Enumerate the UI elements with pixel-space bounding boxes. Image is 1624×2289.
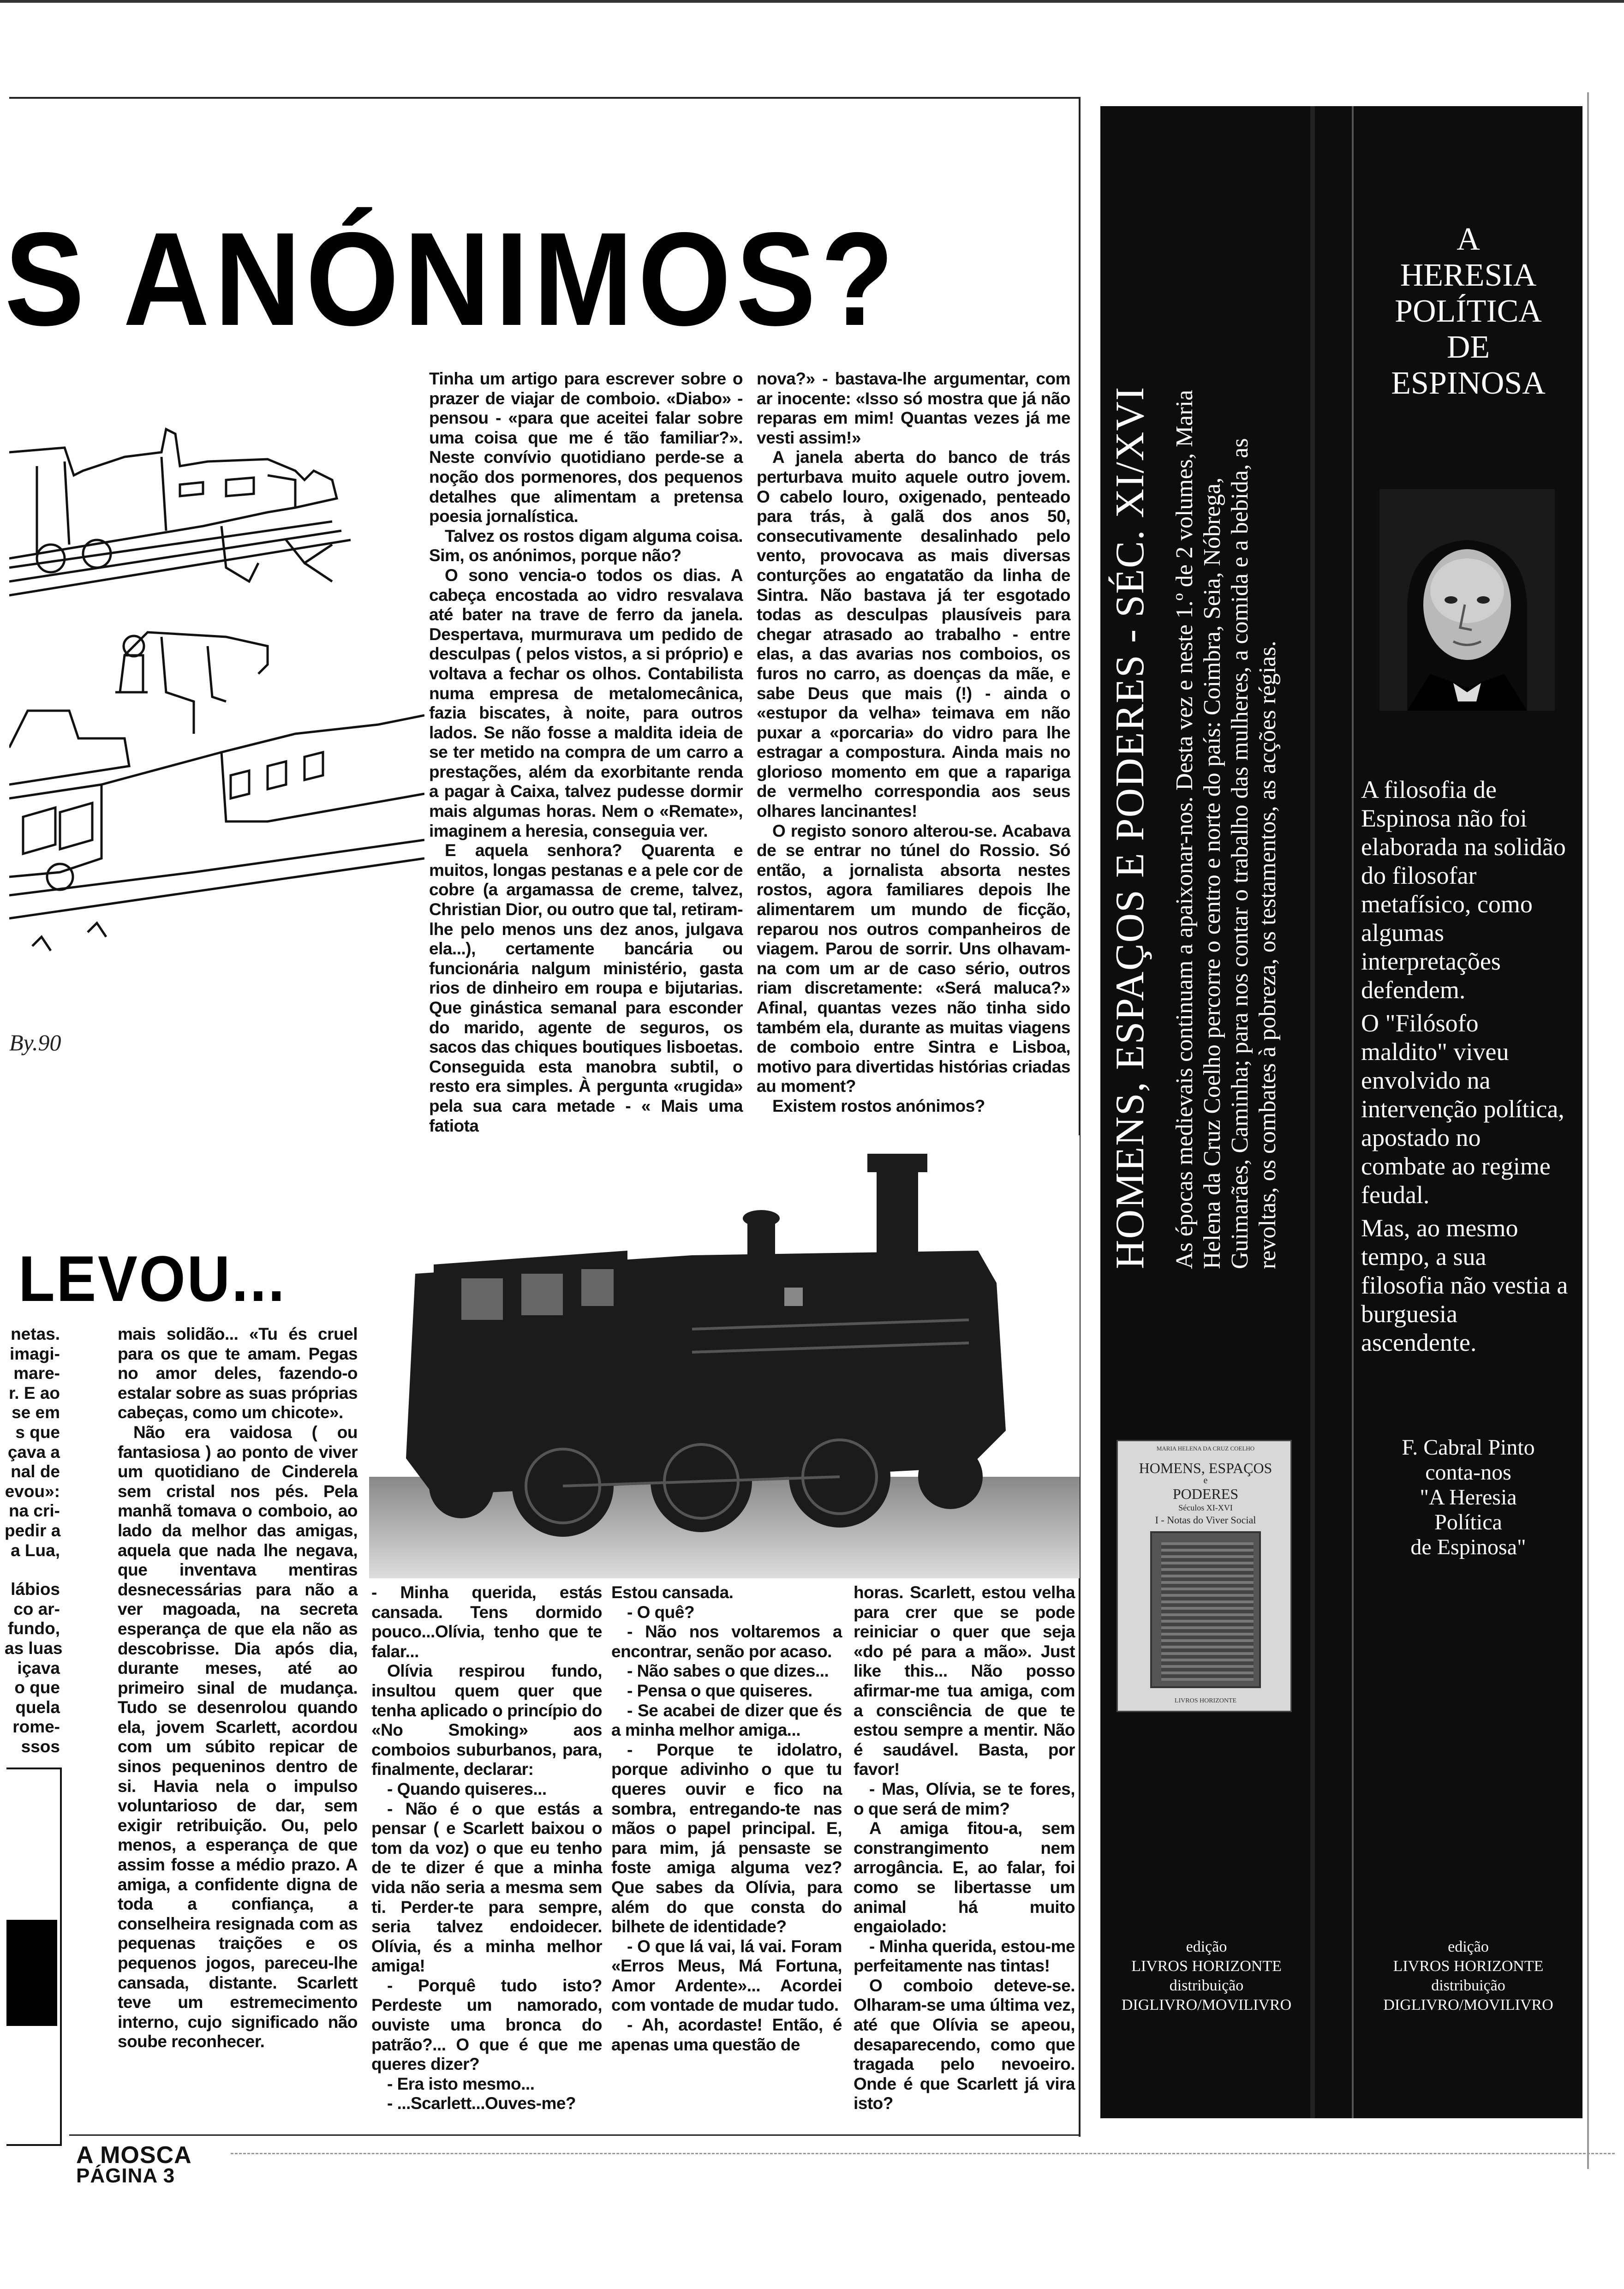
snippet: netas. bbox=[11, 1324, 60, 1343]
ad1-line-4: revoltas, os combates à pobreza, os testamentos, as acções régias. bbox=[1254, 641, 1281, 1269]
paragraph: - Quando quiseres... bbox=[387, 1779, 547, 1798]
article2-left-cutoff-column bbox=[5, 1324, 63, 1756]
paragraph: A amiga fitou-a, sem constrangimento nem arrogância. E, ao falar, foi como se libertasse um animal há muito engaiolado: bbox=[854, 1819, 1075, 1936]
paragraph: O registo sonoro alterou-se. Acabava de se entrar no túnel do Rossio. Só então, a jornalista absorta nestes rostos, agora familiares depois lhe alimentarem um mundo de ficção, reparou nos outros companheiros de viagem. Parou de sorrir. Uns olhavam-na com um ar de caso sério, outros riam discretamente: «Será maluca?» Afinal, quantas vezes não tinha sido também ela, durante as muitas viagens de comboio entre Sintra e Lisboa, motivo para divertidas histórias criadas au moment? bbox=[757, 821, 1070, 1096]
paragraph: - Era isto mesmo... bbox=[387, 2074, 535, 2093]
ad1-line-2: Helena da Cruz Coelho percorre o centro e norte do país: Coimbra, Seia, Nóbrega, bbox=[1199, 477, 1225, 1269]
paragraph: - Não é o que estás a pensar ( e Scarlett baixou o tom da voz) o que eu tenho de te dizer é que a minha vida não seria a mesma sem ti. Perder-te para sempre, seria talvez endoidecer. Olívia, és a minha melhor amiga! bbox=[371, 1799, 602, 1976]
ad2-body-paragraph: O "Filósofo maldito" viveu envolvido na intervenção política, apostado no combate ao regime feudal. bbox=[1361, 1009, 1564, 1209]
scan-right-edge bbox=[1587, 92, 1589, 2169]
footer-dashed-rule bbox=[231, 2153, 1615, 2154]
ad2-title-line: A bbox=[1457, 222, 1480, 257]
ad1-title: HOMENS, ESPAÇOS E PODERES - SÉC. XI/XVI bbox=[1108, 386, 1152, 1269]
paragraph: Talvez os rostos digam alguma coisa. Sim, os anónimos, porque não? bbox=[429, 526, 743, 565]
ad1-distributor: DIGLIVRO/MOVILIVRO bbox=[1121, 1996, 1292, 2013]
book-subtitle: Séculos XI-XVI bbox=[1178, 1503, 1233, 1512]
snippet: çava a bbox=[7, 1442, 60, 1462]
ad2-edition-label: edição bbox=[1448, 1938, 1489, 1955]
scan-top-border bbox=[0, 0, 1624, 3]
article-bottom-rule bbox=[69, 2134, 1080, 2136]
ad2-body bbox=[1361, 775, 1569, 1357]
article-frame-right bbox=[1079, 97, 1081, 2137]
snippet: as luas bbox=[5, 1638, 63, 1658]
article1-column-2 bbox=[757, 369, 1070, 1116]
paragraph: O sono vencia-o todos os dias. A cabeça encostada ao vidro resvalava até bater na trave de ferro da janela. Despertava, murmurava um pedido de desculpas ( pelos vistos, a si próprio) e voltava a fechar os olhos. Contabilista numa empresa de metalomecânica, fazia biscates, à noite, para outros lados. Se não fosse a maldita ideia de se ter metido na compra de um carro a prestações, além da exorbitante renda a pagar à Caixa, talvez pudesse dormir mais algumas horas. Nem o «Remate», imaginem a heresia, conseguia ver. bbox=[429, 565, 743, 840]
article2-column-4 bbox=[854, 1583, 1075, 2114]
paragraph: Estou cansada. bbox=[611, 1583, 734, 1602]
snippet: rome- bbox=[12, 1717, 60, 1737]
snippet: imagi- bbox=[10, 1344, 60, 1363]
ad2-distributor: DIGLIVRO/MOVILIVRO bbox=[1383, 1996, 1553, 2013]
espinosa-portrait bbox=[1379, 489, 1555, 711]
ad2-body-paragraph: A filosofia de Espinosa não foi elaborada na solidão do filosofar metafísico, como algumas interpretações defendem. bbox=[1361, 776, 1566, 1004]
book-publisher: LIVROS HORIZONTE bbox=[1174, 1697, 1237, 1704]
ad2-title-line: HERESIA bbox=[1400, 258, 1537, 293]
ad2-publisher: LIVROS HORIZONTE bbox=[1393, 1958, 1544, 1975]
ad2-title-line: ESPINOSA bbox=[1391, 366, 1546, 401]
ad2-distribution-label: distribuição bbox=[1431, 1977, 1505, 1994]
ad2-credit-line: "A Heresia bbox=[1420, 1485, 1517, 1510]
book-volume: I - Notas do Viver Social bbox=[1155, 1514, 1256, 1526]
ad1-edition-label: edição bbox=[1186, 1938, 1227, 1955]
article2-column-3 bbox=[611, 1583, 842, 2055]
article2-column-2 bbox=[371, 1583, 602, 2114]
locomotive-photo bbox=[369, 1135, 1080, 1578]
train-sketch-illustration bbox=[9, 415, 424, 1085]
paragraph: - Ah, acordaste! Então, é apenas uma questão de bbox=[611, 2015, 842, 2054]
paragraph: - Minha querida, estou-me perfeitamente nas tintas! bbox=[854, 1936, 1075, 1976]
ad2-credit-line: conta-nos bbox=[1425, 1460, 1511, 1485]
paragraph: - O que lá vai, lá vai. Foram «Erros Meus, Má Fortuna, Amor Ardente»... Acordei com vontade de mudar tudo. bbox=[611, 1936, 842, 2015]
snippet: r. E ao bbox=[8, 1383, 60, 1402]
article1-column-1 bbox=[429, 369, 743, 1136]
snippet: pedir a bbox=[5, 1521, 61, 1540]
snippet: quela bbox=[15, 1697, 60, 1717]
ad2-credit bbox=[1354, 1435, 1582, 1560]
ad2-title-line: POLÍTICA bbox=[1395, 294, 1542, 329]
snippet: ssos bbox=[21, 1737, 60, 1756]
snippet: lábios bbox=[11, 1580, 60, 1599]
paragraph: - ...Scarlett...Ouves-me? bbox=[387, 2094, 576, 2113]
paragraph: - O quê? bbox=[627, 1602, 695, 1622]
ad2-credit-line: Política bbox=[1434, 1510, 1502, 1534]
paragraph: - Não sabes o que dizes... bbox=[627, 1661, 829, 1681]
book-cover-manuscript-image bbox=[1150, 1531, 1261, 1688]
ad2-title bbox=[1354, 222, 1582, 401]
cutoff-black-block bbox=[6, 1920, 57, 2026]
headline-mid: LEVOU... bbox=[18, 1242, 287, 1315]
ad1-book-cover bbox=[1116, 1440, 1292, 1712]
article-frame-top bbox=[9, 97, 1081, 99]
snippet: a Lua, bbox=[11, 1540, 60, 1560]
snippet: nal de bbox=[11, 1462, 60, 1481]
paragraph: A janela aberta do banco de trás perturbava muito aquele outro jovem. O cabelo louro, oxigenado, penteado para trás, à galã dos anos 50, consecutivamente desalinhado pelo vento, provocava as mais diversas conturções ao engatatão da linha de Sintra. Não bastava já ter esgotado todas as desculpas plausíveis para chegar atrasado ao trabalho - entre elas, a das avarias nos comboios, os furos no carro, as doenças da mãe, e sabe Deus que mais (!) - ainda o «estupor da velha» teimava em não puxar a «porcaria» do vidro para lhe estragar a compostura. Ainda mais no glorioso momento em que a rapariga de vermelho correspondia aos seus olhares lancinantes! bbox=[757, 448, 1070, 821]
paragraph: - Não nos voltaremos a encontrar, senão por acaso. bbox=[611, 1622, 842, 1661]
ad2-credit-line: de Espinosa" bbox=[1410, 1535, 1526, 1559]
paragraph: - Mas, Olívia, se te fores, o que será de mim? bbox=[854, 1779, 1075, 1818]
paragraph: Existem rostos anónimos? bbox=[772, 1096, 985, 1115]
snippet: fundo, bbox=[7, 1619, 60, 1638]
book-title-line2: e bbox=[1203, 1475, 1208, 1486]
book-title-line3: PODERES bbox=[1172, 1486, 1239, 1502]
paragraph: O comboio deteve-se. Olharam-se uma última vez, até que Olívia se apeou, desaparecendo, como que tragada pelo nevoeiro. Onde é que Scarlett já vira isto? bbox=[854, 1976, 1075, 2113]
headline-top: S ANÓNIMOS? bbox=[5, 205, 899, 354]
paragraph: - Porquê tudo isto? Perdeste um namorado, ouviste uma bronca do patrão?... O que é que me queres dizer? bbox=[371, 1976, 602, 2074]
paragraph: - Pensa o que quiseres. bbox=[627, 1681, 812, 1700]
paragraph: Olívia respirou fundo, insultou quem quer que tenha aplicado o princípio do «No Smoking» aos comboios suburbanos, para, finalmente, declarar: bbox=[371, 1661, 602, 1779]
snippet: co ar- bbox=[13, 1599, 60, 1618]
paragraph: horas. Scarlett, estou velha para crer que se pode reiniciar o quer que seja «do pé para a mão». Just like this... Não posso afirmar-me tua amiga, com a consciência de que te estou sempre a mentir. Não é saudável. Basta, por favor! bbox=[854, 1583, 1075, 1779]
snippet: na cri- bbox=[8, 1501, 60, 1521]
snippet: evou»: bbox=[5, 1481, 60, 1501]
ad1-publisher: LIVROS HORIZONTE bbox=[1131, 1958, 1282, 1975]
book-author: MARIA HELENA DA CRUZ COELHO bbox=[1156, 1445, 1255, 1452]
sketch-signature: By.90 bbox=[9, 1030, 61, 1055]
snippet: o que bbox=[14, 1678, 60, 1697]
paragraph: - Porque te idolatro, porque adivinho o que tu queres ouvir e fico na sombra, entregando-te nas mãos o papel principal. E, para mim, já pensaste se foste amiga alguma vez? Que sabes da Olívia, para além do que consta do bilhete de identidade? bbox=[611, 1740, 842, 1936]
paragraph: nova?» - bastava-lhe argumentar, com ar inocente: «Isso só mostra que já não reparas em mim! Quantas vezes já me vesti assim!» bbox=[757, 369, 1070, 447]
snippet: se em bbox=[12, 1403, 60, 1422]
paragraph: Tinha um artigo para escrever sobre o prazer de viajar de comboio. «Diabo» - pensou - «para que aceitei falar sobre uma coisa que me é tão familiar?». Neste convívio quotidiano perde-se a noção dos pormenores, dos pequenos detalhes que alimentam a pretensa poesia jornalística. bbox=[429, 369, 743, 526]
article2-column-1 bbox=[118, 1324, 358, 2052]
footer-page-number: PÁGINA 3 bbox=[76, 2164, 175, 2187]
paragraph: E aquela senhora? Quarenta e muitos, longas pestanas e a pele cor de cobre (a argamassa de creme, talvez, Christian Dior, ou outro que tal, retiram-lhe pelo menos uns dez anos, julgava ela...), certamente bancária ou funcionária nalgum ministério, gasta rios de dinheiro em roupa e bijutarias. Que ginástica semanal para esconder do marido, agente de seguros, os sacos das chiques boutiques lisboetas. Conseguida esta manobra subtil, o resto era simples. À pergunta «rugida» pela sua cara metade - « Mais uma fatiota bbox=[429, 841, 743, 1135]
ad2-title-line: DE bbox=[1446, 330, 1490, 365]
footer-paper-name: A MOSCA bbox=[76, 2142, 192, 2169]
ad2-body-paragraph: Mas, ao mesmo tempo, a sua filosofia não vestia a burguesia ascendente. bbox=[1361, 1214, 1568, 1356]
snippet: mare- bbox=[13, 1364, 60, 1383]
paragraph: - Minha querida, estás cansada. Tens dormido pouco...Olívia, tenho que te falar... bbox=[371, 1583, 602, 1661]
snippet: içava bbox=[17, 1658, 60, 1678]
paragraph: mais solidão... «Tu és cruel para os que te amam. Pegas no amor deles, fazendo-o estalar sobre as suas próprias cabeças, como um chicote». bbox=[118, 1324, 358, 1422]
snippet: s que bbox=[15, 1422, 60, 1442]
ad2-credit-line: F. Cabral Pinto bbox=[1402, 1435, 1535, 1460]
ad-divider bbox=[1310, 106, 1315, 2118]
snippet bbox=[5, 1560, 60, 1580]
ad1-line-3: Guimarães, Caminha; para nos contar o trabalho das mulheres, a comida e a bebida, as bbox=[1227, 438, 1253, 1269]
paragraph: Não era vaidosa ( ou fantasiosa ) ao ponto de viver um quotidiano de Cinderela sem cristal nos pés. Pela manhã tomava o comboio, ao lado da melhor das amigas, aquela que nada lhe negava, que inventava mentiras desnecessárias para não a ver magoada, na secreta esperança de que ela não as descobrisse. Dia após dia, durante meses, até ao primeiro sinal de mudança. Tudo se desenrolou quando ela, jovem Scarlett, acordou com um súbito repicar de sinos pequeninos dentro de si. Havia nela o impulso voluntarioso de dar, sem exigir retribuição. Ou, pelo menos, a esperança de que assim fosse a médio prazo. A amiga, a confidente digna de toda a confiança, a conselheira resignada com as pequenas traições e os pequenos jogos, pareceu-lhe cansada, distante. Scarlett teve um estremecimento interno, cujo significado não soube reconhecer. bbox=[118, 1422, 358, 2051]
ad1-line-1: As épocas medievais continuam a apaixonar-nos. Desta vez e neste 1.º de 2 volumes, Maria bbox=[1171, 389, 1198, 1269]
paragraph: - Se acabei de dizer que és a minha melhor amiga... bbox=[611, 1701, 842, 1740]
book-title-line1: HOMENS, ESPAÇOS bbox=[1139, 1460, 1272, 1476]
ad1-distribution-label: distribuição bbox=[1169, 1977, 1244, 1994]
